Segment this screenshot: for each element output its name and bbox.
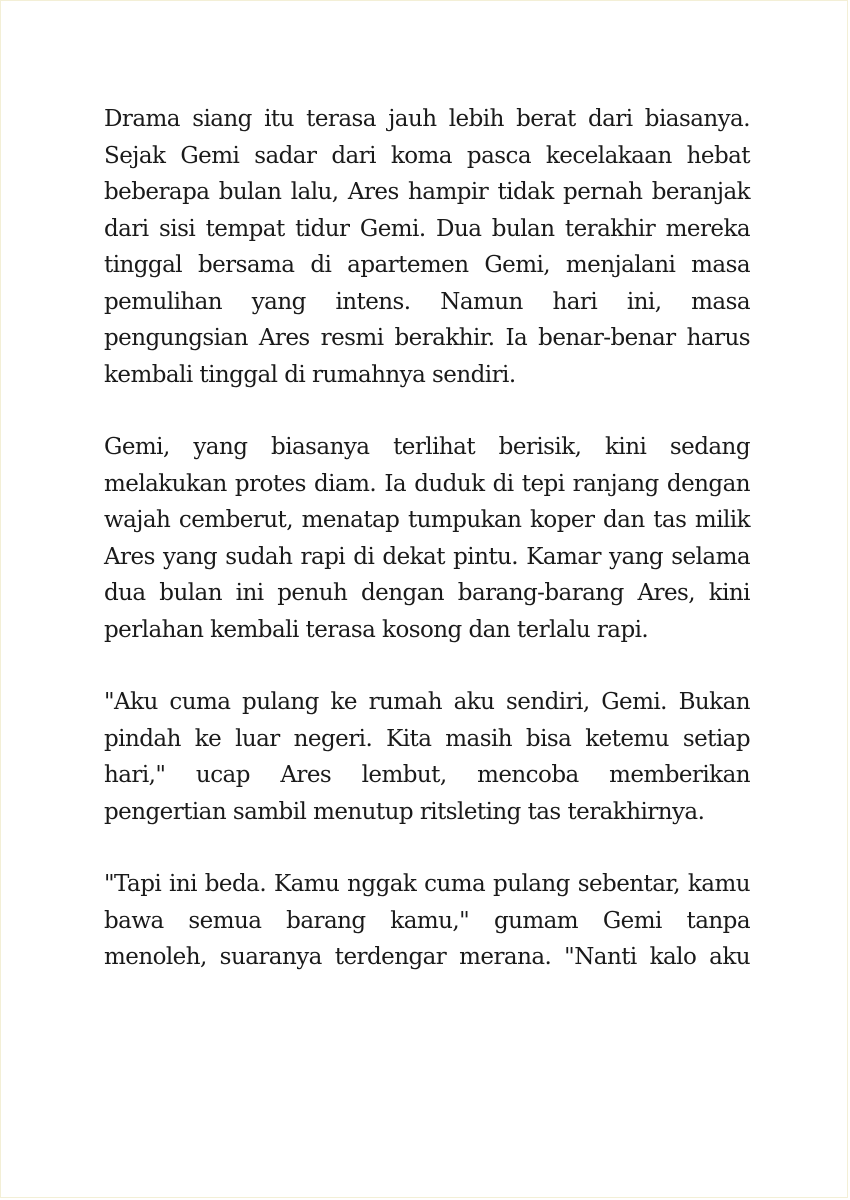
paragraph-1: Drama siang itu terasa jauh lebih berat dari biasanya. Sejak Gemi sadar dari koma pasca kecelakaan hebat beberapa bulan lalu, Ares hampir tidak pernah beranjak dari sisi tempat tidur Gemi. Dua bulan terakhir mereka tinggal bersama di apartemen Gemi, menjalani masa pemulihan yang intens. Namun hari ini, masa pengungsian Ares resmi berakhir. Ia benar-benar harus kembali tinggal di rumahnya sendiri. xyxy=(104,106,750,388)
story-text xyxy=(104,101,750,976)
paragraph-2: Gemi, yang biasanya terlihat berisik, kini sedang melakukan protes diam. Ia duduk di tepi ranjang dengan wajah cemberut, menatap tumpukan koper dan tas milik Ares yang sudah rapi di dekat pintu. Kamar yang selama dua bulan ini penuh dengan barang-barang Ares, kini perlahan kembali terasa kosong dan terlalu rapi. xyxy=(104,434,750,643)
paragraph-4: "Tapi ini beda. Kamu nggak cuma pulang sebentar, kamu bawa semua barang kamu," gumam Gemi tanpa menoleh, suaranya terdengar merana. "Nanti kalo aku xyxy=(104,871,750,970)
paragraph-3: "Aku cuma pulang ke rumah aku sendiri, Gemi. Bukan pindah ke luar negeri. Kita masih bisa ketemu setiap hari," ucap Ares lembut, mencoba memberikan pengertian sambil menutup ritsleting tas terakhirnya. xyxy=(104,689,750,825)
